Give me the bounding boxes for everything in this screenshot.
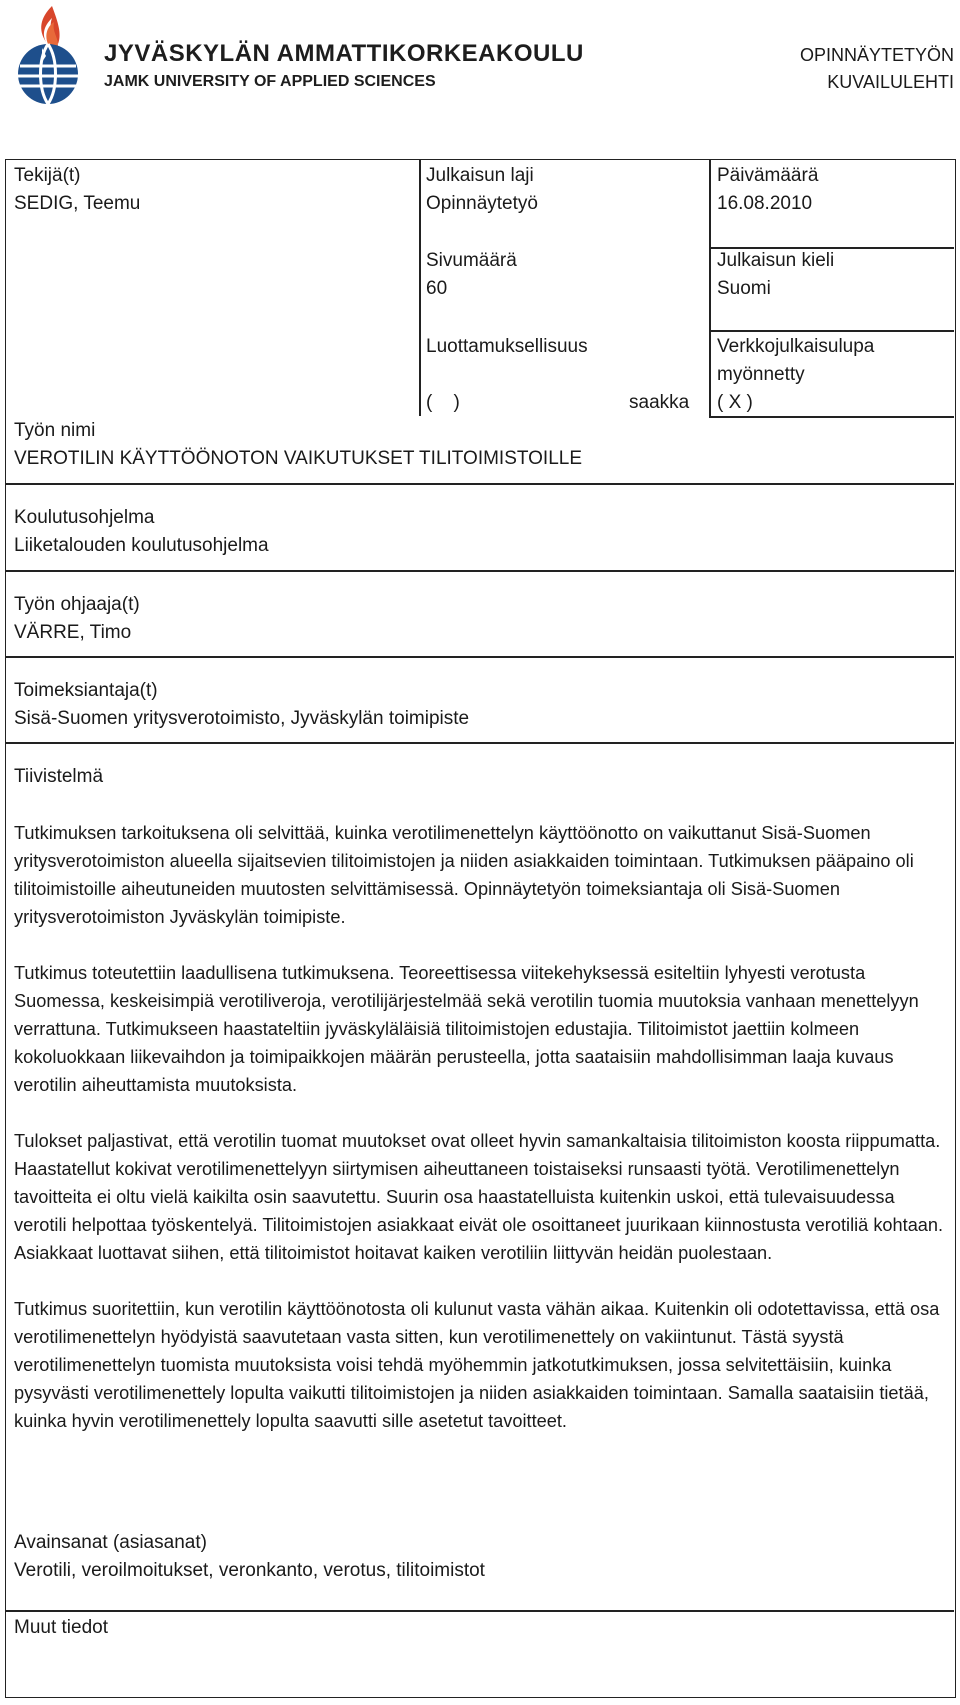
organization-name-english: JAMK UNIVERSITY OF APPLIED SCIENCES <box>104 73 436 90</box>
abstract-label: Tiivistelmä <box>14 766 104 787</box>
date-value: 16.08.2010 <box>717 193 813 214</box>
abstract-paragraph: Tutkimuksen tarkoituksena oli selvittää, kuinka verotilimenettelyn käyttöönotto on vaikuttanut Sisä-Suomen yritysverotoimiston alueella sijaitsevien tilitoimistojen ja niiden asiakkaiden toimintaan. Tutkimuksen pääpaino oli tilitoimistoille aiheutuneiden muutosten selvittämisessä. Opinnäytetyön toimeksiantaja oli Sisä-Suomen yritysverotoimiston Jyväskylän toimipiste. <box>14 823 914 927</box>
publication-type-value: Opinnäytetyö <box>426 193 538 214</box>
keywords-value: Verotili, veroilmoitukset, veronkanto, verotus, tilitoimistot <box>14 1560 485 1581</box>
thesis-title-label: Työn nimi <box>14 420 96 441</box>
rule-right-language <box>709 330 954 332</box>
rule-above-other-info <box>6 1610 954 1612</box>
date-field <box>717 162 818 218</box>
other-info-label: Muut tiedot <box>14 1617 108 1638</box>
abstract-body <box>14 819 949 1435</box>
abstract-paragraph: Tutkimus toteutettiin laadullisena tutkimuksena. Teoreettisessa viitekehyksessä esiteltiin lyhyesti verotusta Suomessa, keskeisimpiä verotiliveroja, verotilijärjestelmää sekä verotilin tuomia muutoksia vanhaan menettelyyn verrattuna. Tutkimukseen haastateltiin jyväskyläläisiä tilitoimistojen edustajia. Tilitoimistot jaettiin kolmeen kokoluokkaan liikevaihdon ja toimipaikkojen määrän perusteella, jotta saataisiin mahdollisimman laaja kuvaus verotilin aiheuttamista muutoksista. <box>14 963 919 1095</box>
date-label: Päivämäärä <box>717 165 819 186</box>
confidentiality-until: saakka <box>629 392 690 413</box>
description-form <box>5 159 956 1698</box>
language-label: Julkaisun kieli <box>717 250 835 271</box>
abstract-paragraph: Tutkimus suoritettiin, kun verotilin käyttöönotosta oli kulunut vasta vähän aikaa. Kuitenkin oli odotettavissa, että osa verotilimenettelyn hyödyistä saavutetaan vasta sitten, kun verotilimenettely on vakiintunut. Tästä syystä verotilimenettelyn tuomista muutoksista voisi tehdä myöhemmin jatkotutkimuksen, jossa selvitettäisiin, kuinka pysyvästi verotilimenettely lopulta vaikutti tilitoimistojen ja niiden asiakkaiden toimintaan. Samalla saataisiin tietää, kuinka hyvin verotilimenettely lopulta saavutti sille asetetut tavoitteet. <box>14 1299 940 1431</box>
author-label: Tekijä(t) <box>14 165 81 186</box>
online-permission-label-line1: Verkkojulkaisulupa <box>717 336 875 357</box>
page-count-label: Sivumäärä <box>426 250 517 271</box>
rule-below-metadata <box>6 483 954 485</box>
rule-below-programme <box>6 570 954 572</box>
other-info-field <box>14 1614 108 1642</box>
confidentiality-checkbox[interactable]: ( ) <box>426 392 460 413</box>
degree-programme-label: Koulutusohjelma <box>14 507 155 528</box>
keywords-field <box>14 1529 485 1585</box>
vertical-rule-left <box>419 160 421 416</box>
page-count-value: 60 <box>426 278 448 299</box>
supervisor-value: VÄRRE, Timo <box>14 622 132 643</box>
document-type-line1: OPINNÄYTETYÖN <box>799 45 954 65</box>
document-type <box>800 42 954 96</box>
degree-programme-value: Liiketalouden koulutusohjelma <box>14 535 269 556</box>
publication-type-field <box>426 162 538 218</box>
commissioner-value: Sisä-Suomen yritysverotoimisto, Jyväskylän toimipiste <box>14 708 470 729</box>
commissioner-field <box>14 677 469 733</box>
organization-name-finnish: JYVÄSKYLÄN AMMATTIKORKEAKOULU <box>104 40 584 67</box>
author-field <box>14 162 140 218</box>
rule-below-supervisor <box>6 656 954 658</box>
degree-programme-field <box>14 504 269 560</box>
keywords-label: Avainsanat (asiasanat) <box>14 1532 207 1553</box>
jamk-logo-icon <box>8 4 88 108</box>
language-field <box>717 247 834 303</box>
online-permission-field <box>717 333 874 417</box>
vertical-rule-right <box>709 160 711 416</box>
online-permission-label-line2: myönnetty <box>717 364 805 385</box>
commissioner-label: Toimeksiantaja(t) <box>14 680 158 701</box>
language-value: Suomi <box>717 278 771 299</box>
page-count-field <box>426 247 517 303</box>
publication-type-label: Julkaisun laji <box>426 165 534 186</box>
thesis-title-value: VEROTILIN KÄYTTÖÖNOTON VAIKUTUKSET TILITOIMISTOILLE <box>14 448 583 469</box>
abstract-paragraph: Tulokset paljastivat, että verotilin tuomat muutokset ovat olleet hyvin samankaltaisia tilitoimiston koosta riippumatta. Haastatellut kokivat verotilimenettelyyn siirtymisen aiheuttaneen toistaiseksi runsaasti työtä. Verotilimenettelyn tavoitteita ei oltu vielä kaikilta osin saavutettu. Suurin osa haastatelluista kuitenkin uskoi, että tulevaisuudessa verotili helpottaa työskentelyä. Tilitoimistojen asiakkaat eivät ole osoittaneet juurikaan kiinnostusta verotiliä kohtaan. Asiakkaat luottavat siihen, että tilitoimistot hoitavat kaiken verotiliin liittyvän heidän puolestaan. <box>14 1131 944 1263</box>
author-value: SEDIG, Teemu <box>14 193 141 214</box>
document-type-line2: KUVAILULEHTI <box>827 72 954 92</box>
organization-name <box>104 40 584 93</box>
online-permission-checkbox[interactable]: ( X ) <box>717 392 753 413</box>
confidentiality-label: Luottamuksellisuus <box>426 336 588 357</box>
rule-below-commissioner <box>6 742 954 744</box>
supervisor-field <box>14 591 140 647</box>
supervisor-label: Työn ohjaaja(t) <box>14 594 140 615</box>
thesis-title-field <box>14 417 582 473</box>
